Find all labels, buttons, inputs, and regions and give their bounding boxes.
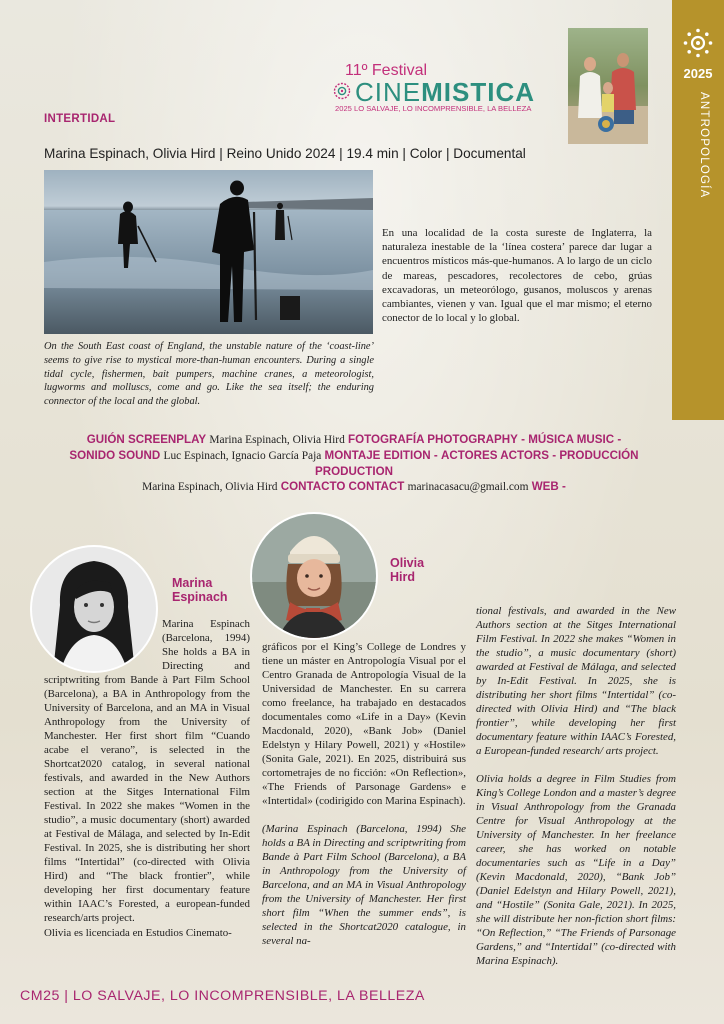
logo-title-cine: CINE (355, 77, 422, 107)
directors-group-photo (568, 28, 648, 144)
bio-marina-en-text: Marina Espinach (Barcelona, 1994) She holds a BA in Directing and scriptwriting from Bande à Part Film School (Barcelona), a BA in Anthropology from the University of Barcelona, and an MA in Visual Anthropology from the University of Manchester. Her first short film “Cuando acabe el verano”, is selected in the Shortcat2020 catalog, in several national festivals, and awarded in the New Authors section at the Sitges International Film Festival. In 2022 she makes “Women in the studio”, a music documentary (short) awarded at Festival de Málaga, and selected by In-Edit Festival. In 2025, she is distributing her short films “Intertidal” (co-directed with Olivia Hird) and “The black frontier”, while developing her first documentary feature within IAAC’s Forested, a european-funded research/arts project. (44, 618, 250, 924)
director-first-name: Olivia (390, 556, 425, 570)
bio-marina-en (44, 617, 250, 925)
credit-label-music: MÚSICA MUSIC (528, 433, 615, 446)
bio-olivia-es-start: Olivia es licenciada en Estudios Cinemato- (44, 927, 232, 939)
film-category: INTERTIDAL (44, 113, 116, 125)
credit-label-editing: MONTAJE EDITION (324, 449, 431, 462)
film-credits (36, 432, 672, 495)
director-name-olivia (390, 556, 424, 584)
credit-sep: - (617, 433, 622, 446)
film-synopsis-es: En una localidad de la costa sureste de Inglaterra, la naturaleza inestable de la ‘línea costera’ parece dar lugar a encuentros místicos más-que-humanos. A lo largo de un ciclo de mareas, pescadores, recolectores de cebo, grúas excavadoras, un meteorólogo, gusanos, moluscos y arenas cambiantes, vienen y van. Igual que el mar mismo; el eterno conector de lo local y lo global. (382, 227, 652, 325)
bio-marina-en-italic-cont: tional festivals, and awarded in the New Authors section at the Sitges International Film Festival. In 2022 she makes “Women in the studio”, a music documentary (short) awarded at Festival de Málaga, and selected by In-Edit Festival. In 2025, she is distributing her short films “Intertidal” (co-directed with Olivia Hird) and “The black frontier”, while developing her first documentary feature within IAAC’s Forested, a European-funded research/ arts project. (476, 605, 676, 757)
credit-screenplay: Marina Espinach, Olivia Hird (209, 434, 345, 446)
column-3 (476, 604, 676, 968)
logo-edition: 11º Festival (345, 62, 428, 79)
bio-marina-en-italic: (Marina Espinach (Barcelona, 1994) She holds a BA in Directing and scriptwriting from Bande à Part Film School (Barcelona), a BA in Anthropology from the University of Barcelona, and an MA in Visual Anthropology from the University of Manchester. Her first short film “When the summer ends”, is selected in the Shortcat2020 catalogue, in several na- (262, 823, 466, 947)
credit-label-screenplay: GUIÓN SCREENPLAY (86, 433, 207, 446)
portrait-olivia-hird (250, 512, 378, 640)
credit-contact: marinacasacu@gmail.com (407, 481, 529, 493)
director-last-name: Hird (390, 570, 415, 584)
sun-logo-icon (683, 28, 713, 58)
logo-title-mistica: MISTICA (421, 77, 536, 107)
credit-production: Marina Espinach, Olivia Hird (142, 481, 278, 493)
credit-label-photography: FOTOGRAFÍA PHOTOGRAPHY (348, 433, 518, 446)
logo-tagline: 2025 LO SALVAJE, LO INCOMPRENSIBLE, LA BELLEZA (335, 104, 532, 113)
section-label: ANTROPOLOGÍA (698, 92, 710, 199)
bio-olivia-es: gráficos por el King’s College de Londres y tiene un máster en Antropología Visual por el Centro Granada de Antropología Visual de la Universidad de Manchester. En su carrera como freelance, ha trabajado en destacados documentales como «Life in a Day» (Kevin Macdonald, 2020), «Bank Job» (Daniel Edelstyn y Hilary Powell, 2021) y «Hostile» (Sonita Gale, 2021). En 2025, distribuirá sus cortometrajes de no ficción: «On Reflection», «The Friends of Parsonage Gardens» e «Intertidal» (codirigido con Marina Espinach). (262, 641, 466, 807)
credit-sound: Luc Espinach, Ignacio García Paja (163, 450, 322, 462)
film-caption-en: On the South East coast of England, the unstable nature of the ‘coast-line’ seems to give rise to mystical more-than-human encounters. During a single tidal cycle, fishermen, bait pumpers, machine cranes, a meteorologist, lugworms and molluscs, come and go. Like the sea itself; the enduring connector of the local and the global. (44, 341, 374, 408)
side-tab (672, 0, 724, 420)
credit-sep: - (521, 433, 525, 446)
film-still (44, 170, 373, 334)
credit-label-sound: SONIDO SOUND (69, 449, 161, 462)
film-meta: Marina Espinach, Olivia Hird | Reino Unido 2024 | 19.4 min | Color | Documental (44, 146, 526, 161)
credit-sep: - (562, 480, 566, 493)
credit-label-contact: CONTACTO CONTACT (280, 480, 405, 493)
page-footer: CM25 | LO SALVAJE, LO INCOMPRENSIBLE, LA BELLEZA (20, 988, 425, 1004)
director-last-name: Espinach (172, 590, 228, 604)
bio-olivia-en-italic: Olivia holds a degree in Film Studies from King’s College London and a master’s degree in Visual Anthropology from the Granada Centre for Visual Anthropology at the University of Manchester. In her freelance career, she has worked on notable documentaries such as “Life in a Day” (Kevin Macdonald, 2020), “Bank Job” (Daniel Edelstyn and Hilary Powell, 2021), and “Hostile” (Sonita Gale, 2021). In 2025, she will distribute her non-fiction short films: “On Reflection,” “The Friends of Parsonage Gardens,” and “Intertidal” (co-directed with Marina Espinach). (476, 773, 676, 967)
credit-sep: - (552, 449, 557, 462)
director-first-name: Marina (172, 576, 213, 590)
credit-sep: - (433, 449, 438, 462)
credit-label-actors: ACTORES ACTORS (440, 449, 549, 462)
side-year: 2025 (683, 66, 713, 81)
float-spacer (44, 617, 162, 663)
column-2 (262, 640, 466, 948)
credit-label-production: PRODUCCIÓN PRODUCTION (315, 449, 639, 478)
credit-label-web: WEB (531, 480, 559, 493)
director-name-marina (172, 576, 228, 604)
festival-logo (335, 60, 565, 118)
